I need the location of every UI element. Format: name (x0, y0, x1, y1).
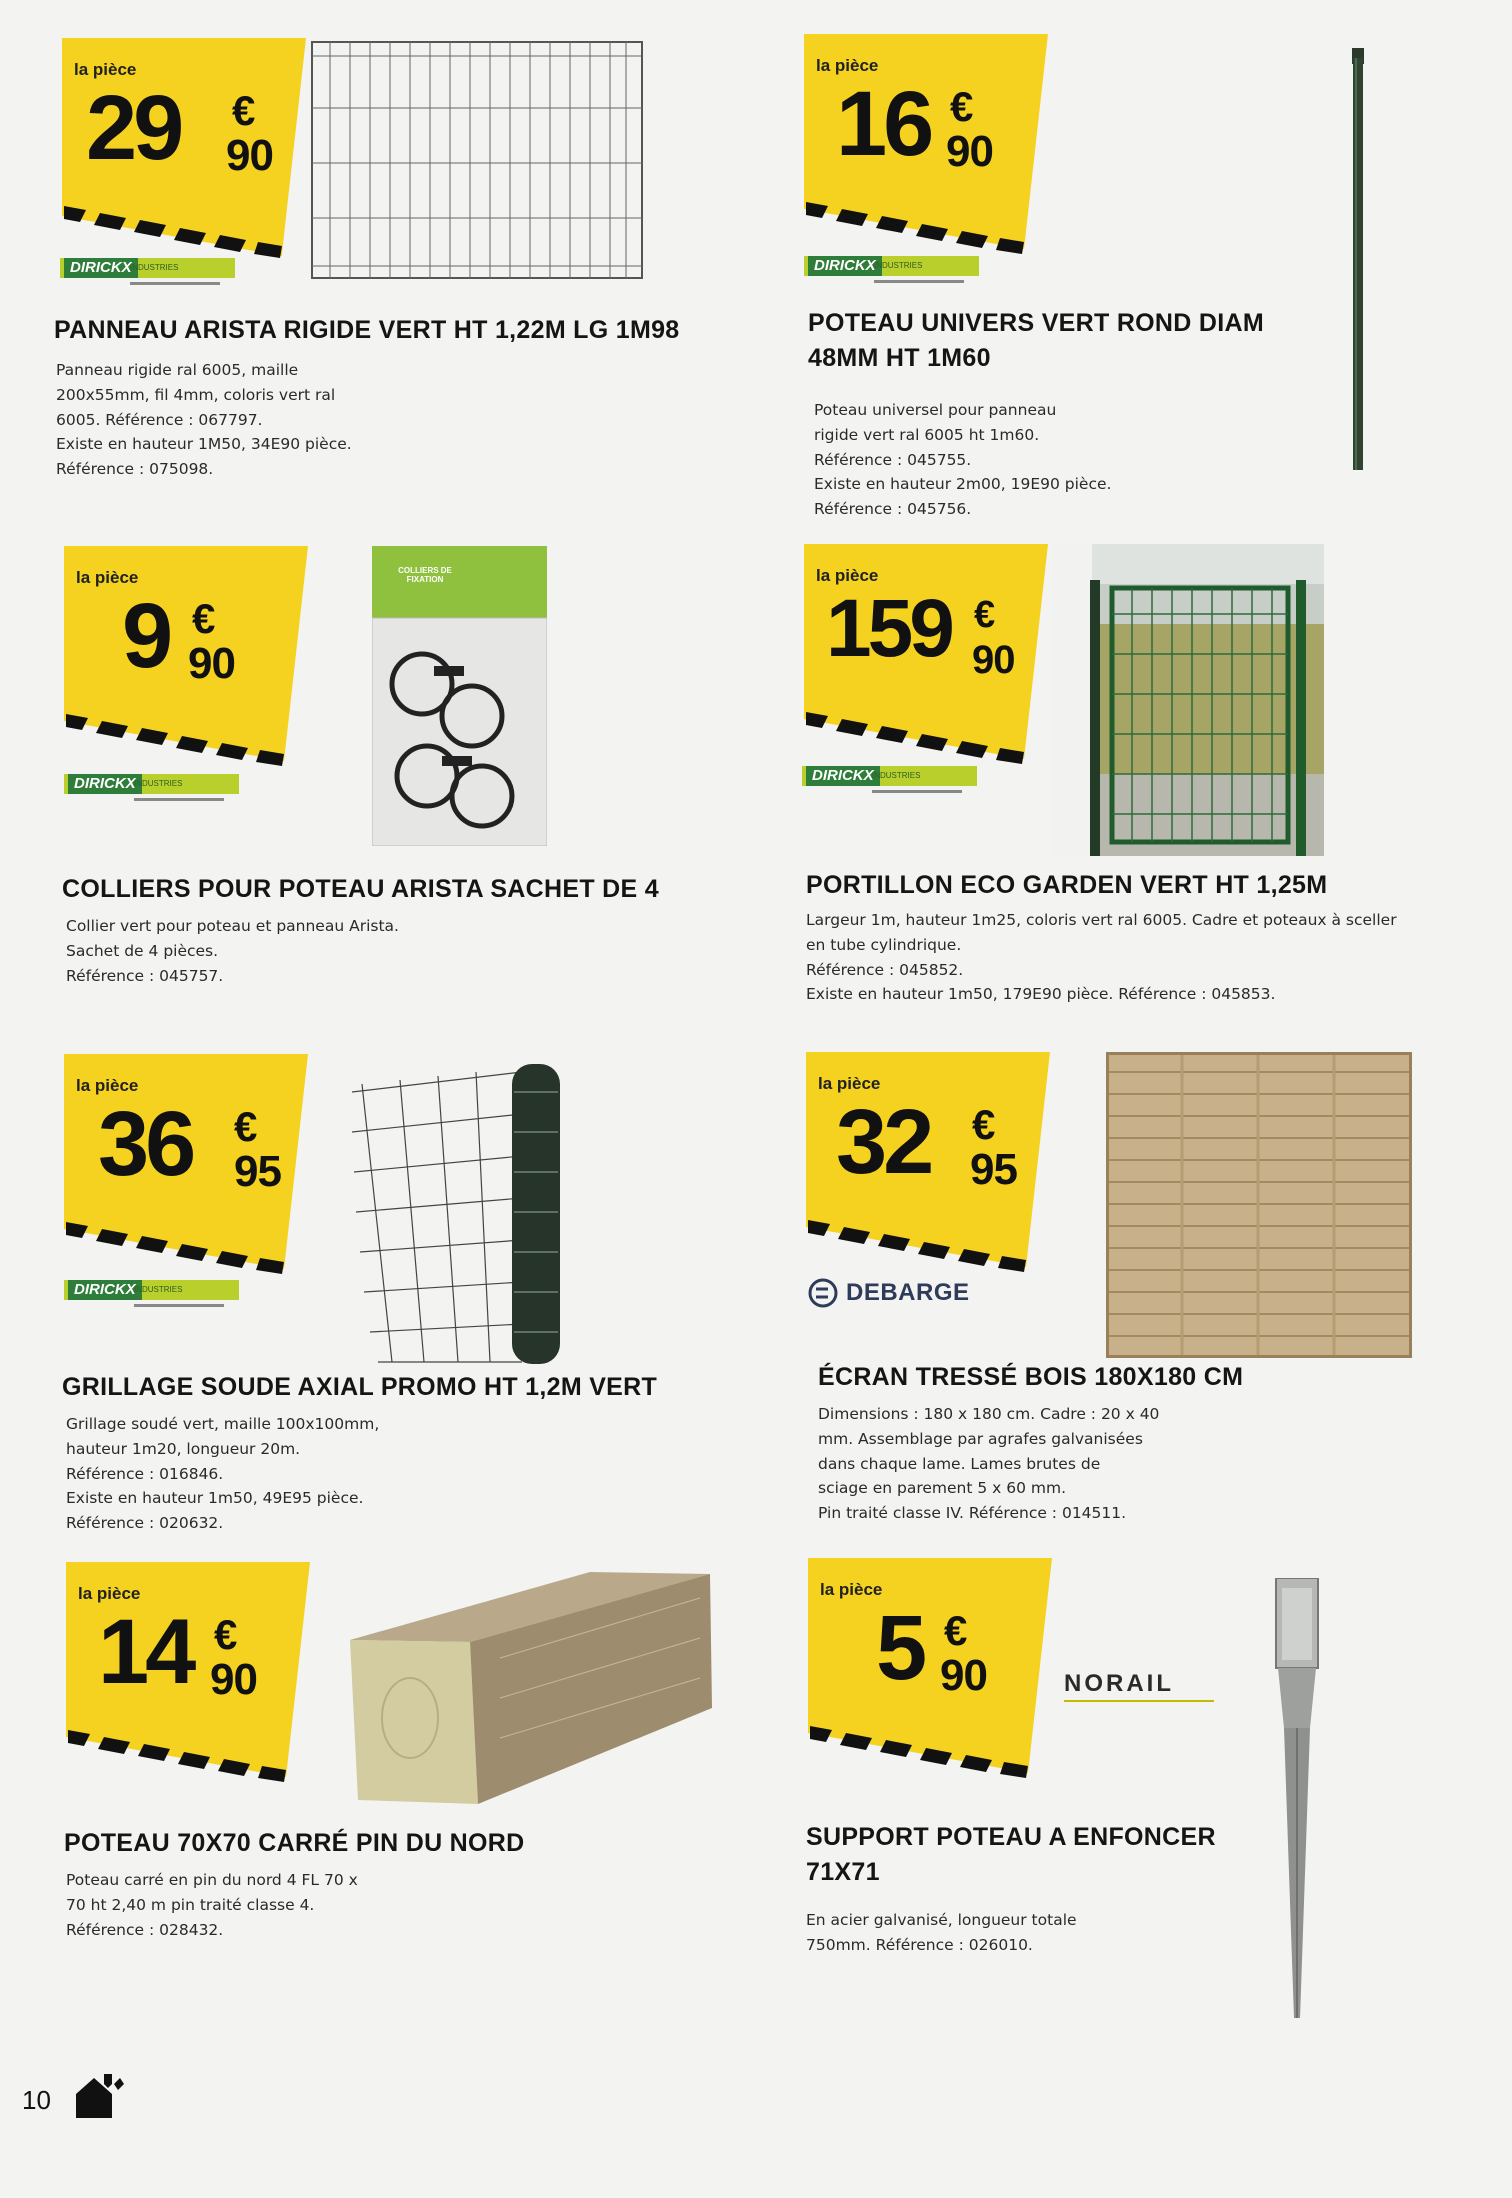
page-number: 10 (22, 2085, 51, 2115)
price-tag (806, 1558, 1046, 1778)
price-tag (802, 544, 1042, 764)
product-poteau-pin (64, 1562, 764, 2072)
price-tag (802, 34, 1042, 254)
brand-logo-dirickx: DIRICKX INDUSTRIES (64, 774, 239, 810)
price-tag (60, 38, 300, 258)
product-panneau-arista (54, 38, 760, 548)
price-cents: 90 (946, 127, 993, 176)
product-description: Panneau rigide ral 6005, maille 200x55mm, fil 4mm, coloris vert ral 6005. Référence : 067797. Existe en hauteur 1M50, 34E90 pièce. Référence : 075098. (56, 361, 352, 479)
unit-label: la pièce (818, 1074, 881, 1093)
price-euros: 16 (836, 73, 931, 175)
price-tag (62, 546, 302, 766)
brand-logo-debarge: DEBARGE (808, 1278, 970, 1308)
price-currency: € (214, 1611, 238, 1658)
price-tag (804, 1052, 1044, 1272)
price-currency: € (944, 1607, 968, 1654)
brand-logo-norail: NORAIL (1064, 1670, 1214, 1702)
price-currency: € (950, 83, 974, 130)
product-description: Largeur 1m, hauteur 1m25, coloris vert ral 6005. Cadre et poteaux à sceller en tube cylindrique. Référence : 045852. Existe en hauteur 1m50, 179E90 pièce. Référence : 045853. (806, 911, 1397, 1004)
brand-logo-dirickx: DIRICKX INDUSTRIES (64, 1280, 239, 1316)
post-image (1346, 48, 1370, 473)
price-cents: 90 (210, 1655, 257, 1704)
unit-label: la pièce (816, 56, 879, 75)
debarge-logo-icon (808, 1278, 838, 1308)
price-currency: € (972, 1101, 996, 1148)
product-title: ÉCRAN TRESSÉ BOIS 180X180 CM (818, 1363, 1244, 1391)
product-title: COLLIERS POUR POTEAU ARISTA SACHET DE 4 (62, 875, 659, 903)
product-title: POTEAU UNIVERS VERT ROND DIAM 48MM HT 1M60 (808, 309, 1264, 372)
product-support-poteau (806, 1558, 1506, 2068)
product-colliers (62, 546, 762, 1056)
price-cents: 95 (970, 1145, 1017, 1194)
price-currency: € (192, 595, 216, 642)
product-grillage (62, 1054, 762, 1564)
product-description: Grillage soudé vert, maille 100x100mm, hauteur 1m20, longueur 20m. Référence : 016846. Existe en hauteur 1m50, 49E95 pièce. Référence : 020632. (66, 1415, 380, 1533)
price-tag (62, 1054, 302, 1274)
price-euros: 14 (98, 1601, 193, 1703)
unit-label: la pièce (78, 1584, 141, 1603)
wood-screen-image (1106, 1052, 1412, 1358)
grillage-roll-image (352, 1062, 632, 1372)
price-euros: 5 (876, 1597, 924, 1699)
price-cents: 90 (972, 638, 1015, 682)
price-euros: 32 (836, 1091, 931, 1193)
ground-spike-image (1266, 1578, 1326, 2023)
panel-mesh-image (310, 38, 655, 283)
product-description: Collier vert pour poteau et panneau Arista. Sachet de 4 pièces. Référence : 045757. (66, 917, 399, 985)
price-euros: 36 (98, 1093, 193, 1195)
price-euros: 159 (826, 583, 951, 674)
price-cents: 90 (940, 1651, 987, 1700)
price-cents: 90 (226, 131, 273, 180)
gate-image (1052, 544, 1324, 856)
product-title: POTEAU 70X70 CARRÉ PIN DU NORD (64, 1829, 525, 1857)
price-euros: 29 (86, 77, 181, 179)
product-title: GRILLAGE SOUDE AXIAL PROMO HT 1,2M VERT (62, 1373, 658, 1401)
product-portillon (802, 544, 1502, 1054)
brand-logo-dirickx: DIRICKX INDUSTRIES (60, 258, 235, 294)
unit-label: la pièce (816, 566, 879, 585)
unit-label: la pièce (76, 1076, 139, 1095)
brand-house-icon (72, 2070, 124, 2122)
product-ecran-tresse (804, 1052, 1504, 1562)
price-currency: € (232, 87, 256, 134)
brand-logo-dirickx: DIRICKX INDUSTRIES (802, 766, 977, 802)
product-description: Dimensions : 180 x 180 cm. Cadre : 20 x 40 mm. Assemblage par agrafes galvanisées dans chaque lame. Lames brutes de sciage en parement 5 x 60 mm. Pin traité classe IV. Référence : 014511. (818, 1405, 1160, 1523)
price-euros: 9 (122, 585, 170, 687)
product-description: En acier galvanisé, longueur totale 750mm. Référence : 026010. (806, 1911, 1077, 1954)
price-tag (64, 1562, 304, 1782)
unit-label: la pièce (74, 60, 137, 79)
price-cents: 90 (188, 639, 235, 688)
price-currency: € (974, 594, 996, 636)
product-poteau-univers (802, 34, 1502, 544)
product-description: Poteau universel pour panneau rigide vert ral 6005 ht 1m60. Référence : 045755. Existe en hauteur 2m00, 19E90 pièce. Référence : 045756. (814, 401, 1112, 519)
package-label: COLLIERS DE FIXATION (398, 566, 452, 584)
colliers-package-image (372, 546, 547, 846)
product-title: SUPPORT POTEAU A ENFONCER 71X71 (806, 1823, 1216, 1886)
product-title: PANNEAU ARISTA RIGIDE VERT HT 1,22M LG 1M98 (54, 316, 680, 344)
unit-label: la pièce (76, 568, 139, 587)
product-description: Poteau carré en pin du nord 4 FL 70 x 70 ht 2,40 m pin traité classe 4. Référence : 028432. (66, 1871, 358, 1939)
wood-post-image (350, 1568, 720, 1808)
brand-logo-dirickx: DIRICKX INDUSTRIES (804, 256, 979, 292)
unit-label: la pièce (820, 1580, 883, 1599)
price-cents: 95 (234, 1147, 281, 1196)
price-currency: € (234, 1103, 258, 1150)
product-title: PORTILLON ECO GARDEN VERT HT 1,25M (806, 871, 1328, 899)
